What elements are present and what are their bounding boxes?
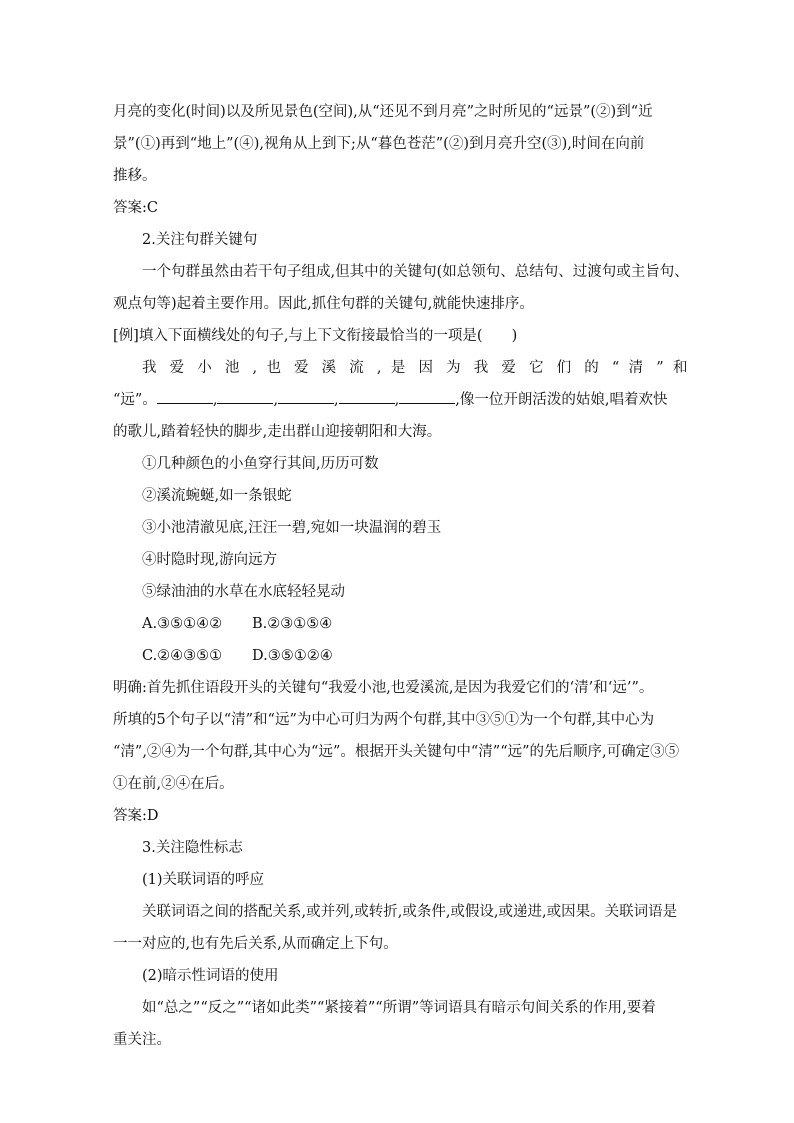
subsection-1-heading: (1)关联词语的呼应 <box>142 872 265 888</box>
fill-blank-4[interactable] <box>339 385 395 404</box>
explanation-line-4: ①在前,②④在后。 <box>113 776 234 792</box>
section-2-para-line-1: 一个句群虽然由若干句子组成,但其中的关键句(如总领句、总结句、过渡句或主旨句、 <box>142 264 689 280</box>
subsection-1-para-line-1: 关联词语之间的搭配关系,或并列,或转折,或条件,或假设,或递进,或因果。关联词语是 <box>142 904 678 920</box>
subsection-2-para-line-2: 重关注。 <box>113 1032 171 1048</box>
example-line-1: 我 爱 小 池 , 也 爱 溪 流 , 是 因 为 我 爱 它 们 的 “ 清 ” 和 <box>142 360 688 376</box>
example-line-2-prefix: “远”。 <box>113 392 157 408</box>
intro-line-1: 月亮的变化(时间)以及所见景色(空间),从“还见不到月亮”之时所见的“远景”(②)到“近 <box>113 104 653 120</box>
intro-line-2: 景”(①)再到“地上”(④),视角从上到下;从“暮色苍茫”(②)到月亮升空(③),时间在向前 <box>113 136 645 152</box>
options-row-1 <box>113 608 688 640</box>
answer-1: 答案:C <box>113 200 158 216</box>
sentence-4: ④时隐时现,游向远方 <box>142 552 278 568</box>
explanation-line-3: “清”,②④为一个句群,其中心为“远”。根据开头关键句中“清”“远”的先后顺序,可确定③⑤ <box>113 744 680 760</box>
section-2-heading: 2.关注句群关键句 <box>142 232 258 248</box>
explanation-line-2: 所填的5个句子以“清”和“远”为中心可归为两个句群,其中③⑤①为一个句群,其中心为 <box>113 712 655 728</box>
document-page <box>113 96 688 1056</box>
fill-blank-3[interactable] <box>278 385 334 404</box>
option-d[interactable]: D.③⑤①②④ <box>252 648 333 664</box>
example-label: [例]填入下面横线处的句子,与上下文衔接最恰当的一项是( ) <box>113 328 518 344</box>
example-line-2-suffix: ,像一位开朗活泼的姑娘,唱着欢快 <box>455 392 668 408</box>
option-c[interactable]: C.②④③⑤① <box>142 648 223 664</box>
subsection-2-para-line-1: 如“总之”“反之”“诸如此类”“紧接着”“所谓”等词语具有暗示句间关系的作用,要着 <box>142 1000 656 1016</box>
example-line-2 <box>113 384 688 416</box>
blank-separator: , <box>273 392 279 408</box>
blank-separator: , <box>212 392 218 408</box>
explanation-line-1: 明确:首先抓住语段开头的关键句“我爱小池,也爱溪流,是因为我爱它们的‘清’和‘远’”。 <box>113 680 654 696</box>
example-line-3: 的歌儿,踏着轻快的脚步,走出群山迎接朝阳和大海。 <box>113 424 442 440</box>
section-2-para-line-2: 观点句等)起着主要作用。因此,抓住句群的关键句,就能快速排序。 <box>113 296 534 312</box>
intro-line-3: 推移。 <box>113 168 157 184</box>
blank-separator: , <box>334 392 339 408</box>
blank-separator: , <box>394 392 400 408</box>
section-3-heading: 3.关注隐性标志 <box>142 840 243 856</box>
fill-blank-2[interactable] <box>217 385 273 404</box>
answer-2: 答案:D <box>113 808 159 824</box>
subsection-2-heading: (2)暗示性词语的使用 <box>142 968 279 984</box>
option-a[interactable]: A.③⑤①④② <box>142 616 223 632</box>
option-b[interactable]: B.②③①⑤④ <box>252 616 333 632</box>
fill-blank-5[interactable] <box>399 385 455 404</box>
fill-blank-1[interactable] <box>157 385 213 404</box>
sentence-5: ⑤绿油油的水草在水底轻轻晃动 <box>142 584 345 600</box>
subsection-1-para-line-2: 一一对应的,也有先后关系,从而确定上下句。 <box>113 936 398 952</box>
sentence-3: ③小池清澈见底,汪汪一碧,宛如一块温润的碧玉 <box>142 520 442 536</box>
sentence-1: ①几种颜色的小鱼穿行其间,历历可数 <box>142 456 379 472</box>
options-row-2 <box>113 640 688 672</box>
sentence-2: ②溪流蜿蜒,如一条银蛇 <box>142 488 292 504</box>
